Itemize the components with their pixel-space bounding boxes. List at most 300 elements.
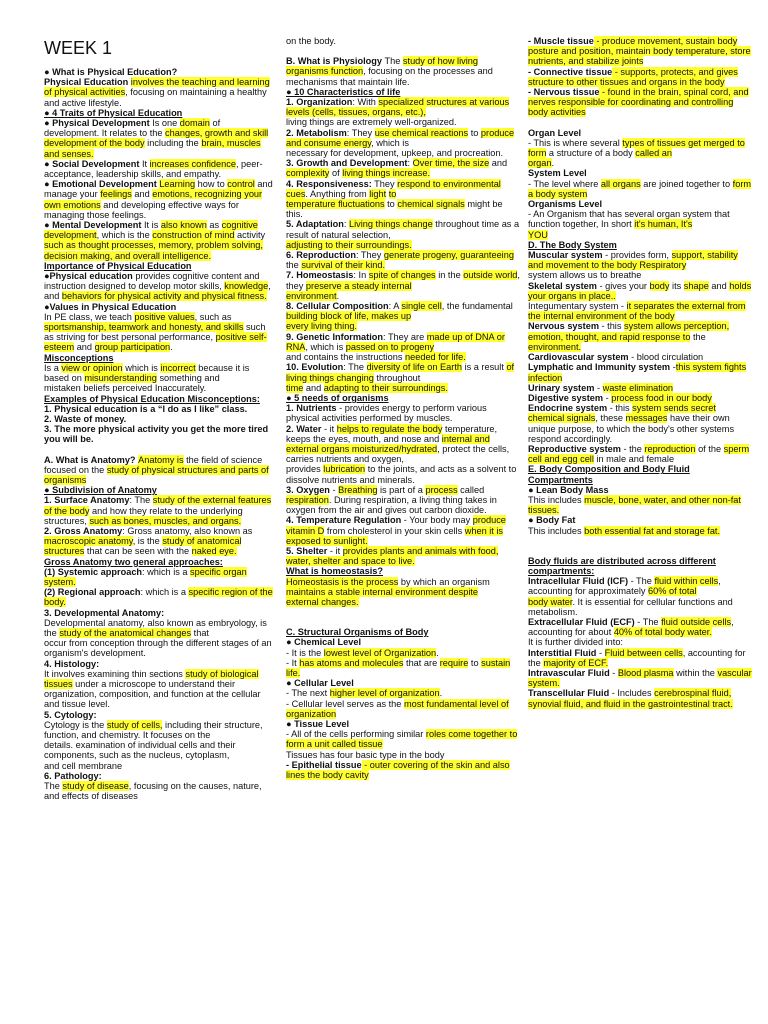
text-run: ● Social Development: [44, 158, 142, 169]
text-run: - The: [634, 616, 662, 627]
paragraph: [44, 557, 276, 567]
highlighted-text: study of disease: [62, 781, 129, 792]
text-run: In PE class, we teach: [44, 311, 135, 322]
paragraph: [528, 556, 754, 576]
paragraph: [528, 250, 754, 270]
text-run: and: [708, 280, 730, 291]
text-run: 5. Shelter: [286, 545, 328, 556]
paragraph-spacer: [528, 118, 754, 128]
paragraph: [286, 128, 520, 148]
text-run: is a result: [462, 362, 507, 373]
text-run: ● 10 Characteristics of life: [286, 86, 401, 97]
text-run: and: [489, 158, 508, 169]
highlighted-text: such as thought processes, memory, problem solving, decision making, and overall intelligence.: [44, 240, 263, 261]
paragraph: [286, 699, 520, 719]
text-run: ● Mental Development: [44, 220, 144, 231]
paragraph: [286, 321, 520, 331]
highlighted-text: complexity: [286, 168, 330, 179]
text-run: to the joints, and acts as a solvent to dissolve nutrients and minerals.: [286, 464, 517, 485]
text-run: Lymphatic and Immunity system: [528, 362, 671, 373]
highlighted-text: higher level of organization: [329, 688, 440, 699]
paragraph: [528, 168, 754, 178]
highlighted-text: types of tissues get merged to form: [528, 137, 745, 159]
paragraph: [44, 710, 276, 720]
highlighted-text: emotions, recognizing your own emotions: [44, 189, 263, 210]
text-run: C. Structural Organisms of Body: [286, 627, 429, 638]
text-run: and developing effective ways for managing those feelings.: [44, 199, 239, 220]
text-run: - Includes: [609, 688, 655, 699]
highlighted-text: Homeostasis is the process: [286, 576, 399, 587]
text-run: Intracellular Fluid (ICF): [528, 576, 629, 587]
paragraph-spacer: [286, 46, 520, 56]
highlighted-text: made up of DNA or RNA: [286, 331, 505, 352]
highlighted-text: require: [439, 657, 469, 668]
highlighted-text: system allows perception, emotion, thought, and rapid response to: [528, 321, 730, 342]
text-run: : The: [129, 495, 153, 506]
paragraph: [44, 720, 276, 740]
text-run: 6. Pathology:: [44, 770, 102, 781]
text-run: 3. Oxygen: [286, 484, 330, 495]
paragraph: [286, 158, 520, 178]
paragraph-spacer: [528, 536, 754, 556]
text-run: in the: [435, 270, 464, 281]
text-run: Cytology is the: [44, 719, 107, 730]
text-run: provides: [286, 464, 324, 475]
highlighted-text: control: [227, 179, 255, 190]
text-run: , which is: [305, 341, 346, 352]
paragraph: [44, 689, 276, 709]
text-run: and manage your: [44, 179, 273, 200]
text-run: 10. Evolution: [286, 362, 344, 373]
highlighted-text: adapting to their surroundings.: [323, 382, 448, 393]
text-run: ● 5 needs of organisms: [286, 392, 389, 403]
highlighted-text: form a body system: [528, 178, 752, 199]
highlighted-text: system sends secret chemical signals: [528, 403, 716, 424]
text-run: Intravascular Fluid: [528, 667, 610, 678]
paragraph: [286, 750, 520, 760]
paragraph: [44, 394, 276, 404]
text-run: - Cellular level serves as the: [286, 698, 404, 709]
highlighted-text: also known: [160, 220, 207, 231]
text-run: - this: [598, 321, 624, 332]
text-run: and contains the instructions: [286, 352, 405, 363]
page-title: WEEK 1: [44, 38, 113, 58]
text-run: the: [286, 260, 302, 271]
text-run: - this: [607, 403, 633, 414]
highlighted-text: 40% of total body water.: [613, 627, 712, 638]
paragraph: [44, 455, 276, 486]
text-run: , focusing on the processes and mechanisms that maintain life.: [286, 66, 493, 87]
text-run: : which is a: [142, 566, 191, 577]
highlighted-text: Anatomy is: [138, 454, 184, 465]
paragraph: [528, 352, 754, 362]
highlighted-text: knowledge: [224, 281, 269, 292]
highlighted-text: study of the external features of the body: [44, 495, 272, 516]
text-run: - it: [327, 545, 343, 556]
highlighted-text: shape: [683, 280, 709, 291]
paragraph: [44, 159, 276, 179]
text-run: the field of science focused on the: [44, 454, 263, 475]
paragraph: [286, 362, 520, 382]
highlighted-text: holds your organs in place..: [528, 280, 752, 301]
highlighted-text: specific organ system.: [44, 566, 247, 587]
text-run: something and: [156, 373, 220, 384]
text-run: - gives your: [596, 280, 650, 291]
highlighted-text: naked eye.: [191, 546, 237, 557]
paragraph: [44, 353, 276, 363]
text-run: 7. Homeostasis: [286, 270, 354, 281]
highlighted-text: 60% of total: [648, 586, 697, 597]
paragraph: [286, 577, 520, 597]
text-run: .: [439, 688, 443, 699]
highlighted-text: generate progeny, guaranteeing: [383, 250, 514, 261]
column-right: [528, 36, 754, 709]
highlighted-text: provides plants and animals with food, water, shelter and space to live.: [286, 545, 499, 567]
highlighted-text: vascular system.: [528, 667, 752, 689]
text-run: - The: [628, 576, 655, 587]
highlighted-text: brain, muscles and senses.: [44, 138, 261, 159]
text-run: including the: [144, 138, 202, 149]
text-run: ● 4 Traits of Physical Education: [44, 107, 183, 118]
text-run: A. What is Anatomy?: [44, 454, 139, 465]
highlighted-text: lowest level of Organization: [323, 647, 437, 658]
highlighted-text: every living thing.: [286, 321, 357, 332]
text-run: have their own unique purpose, to which the body's other systems respond accordingly.: [528, 413, 735, 444]
highlighted-text: muscle, bone, water, and other non-fat tissues.: [528, 494, 741, 516]
highlighted-text: diversity of life on Earth: [366, 362, 463, 373]
text-run: - An Organism that has several organ system that function together, In short: [528, 209, 730, 230]
text-run: 1. Physical education is a “I do as I like” class.: [44, 403, 248, 414]
text-run: -: [670, 362, 676, 373]
highlighted-text: external changes.: [286, 596, 359, 607]
text-run: the: [690, 331, 706, 342]
text-run: -: [594, 382, 603, 393]
text-run: :: [407, 158, 413, 169]
text-run: - it: [321, 423, 337, 434]
text-run: and how they relate to the underlying structures,: [44, 505, 243, 526]
highlighted-text: this system fights infection: [528, 362, 747, 383]
text-run: Organ Level: [528, 127, 582, 138]
text-run: - Epithelial tissue: [286, 759, 362, 770]
text-run: called: [457, 484, 485, 495]
text-run: , accounting for the: [528, 647, 746, 668]
text-run: is part of a: [377, 484, 426, 495]
text-run: , these: [595, 413, 626, 424]
highlighted-text: Learning: [159, 179, 196, 190]
text-run: activity: [234, 230, 266, 241]
text-run: temperature, keeps the eyes, mouth, and nose and: [286, 423, 498, 444]
highlighted-text: building block of life, makes up: [286, 311, 412, 322]
text-run: The: [384, 56, 403, 67]
paragraph: [528, 617, 754, 637]
highlighted-text: process: [425, 484, 458, 495]
text-run: Importance of Physical Education: [44, 260, 192, 271]
highlighted-text: involves the teaching and learning of physical activities: [44, 77, 270, 98]
text-run: : They: [346, 127, 375, 138]
highlighted-text: survival of their kind.: [301, 260, 386, 271]
text-run: This includes: [528, 525, 585, 536]
paragraph: [44, 118, 276, 159]
text-run: of development. It relates to the: [44, 118, 221, 139]
highlighted-text: all organs: [600, 178, 641, 189]
text-run: 1. Surface Anatomy: [44, 495, 130, 506]
paragraph: [286, 56, 520, 87]
highlighted-text: respond to environmental cues: [286, 178, 501, 199]
paragraph: [528, 321, 754, 341]
paragraph: [44, 526, 276, 557]
highlighted-text: Fluid between cells: [604, 647, 683, 658]
text-run: on the body.: [286, 36, 336, 46]
text-run: - It is the: [286, 647, 324, 658]
text-run: Organisms Level: [528, 199, 603, 210]
paragraph: [286, 566, 520, 576]
highlighted-text: Over time, the size: [412, 158, 490, 169]
text-run: a structure of a body: [546, 148, 636, 159]
highlighted-text: study of the anatomical changes: [59, 627, 192, 638]
text-run: What is homeostasis?: [286, 566, 383, 577]
paragraph: [528, 526, 754, 536]
text-run: are joined together to: [640, 178, 733, 189]
text-run: which is: [122, 362, 161, 373]
paragraph: [44, 669, 276, 689]
text-run: - the: [620, 443, 645, 454]
paragraph: [286, 219, 520, 239]
highlighted-text: Living things change: [348, 219, 433, 230]
text-run: Is one: [152, 118, 180, 129]
text-run: Body fluids are distributed across different compartments:: [528, 555, 716, 576]
paragraph: [528, 495, 754, 515]
paragraph: [44, 618, 276, 638]
text-run: - This is where several: [528, 137, 623, 148]
text-run: living things are extremely well-organized.: [286, 117, 457, 128]
paragraph: [44, 383, 276, 393]
column-left-body: [44, 67, 276, 801]
text-run: such as striving for best personal performance,: [44, 322, 266, 343]
paragraph: [44, 77, 276, 108]
highlighted-text: fluid outside cells: [661, 616, 732, 627]
highlighted-text: has atoms and molecules: [299, 657, 404, 668]
text-run: 2. Gross Anatomy: [44, 525, 123, 536]
text-run: - Connective tissue: [528, 66, 613, 77]
text-run: Muscular system: [528, 250, 603, 261]
paragraph: [286, 760, 520, 780]
text-run: - Your body may: [401, 515, 473, 526]
paragraph: [286, 87, 520, 97]
text-run: , accounting for about: [528, 616, 734, 638]
highlighted-text: use chemical reactions: [374, 127, 469, 138]
paragraph: [44, 771, 276, 781]
text-run: This includes: [528, 494, 585, 505]
text-run: 1. Organization: [286, 97, 353, 108]
highlighted-text: environment.: [528, 341, 582, 352]
text-run: necessary for development, upkeep, and procreation.: [286, 148, 504, 159]
paragraph: [528, 128, 754, 138]
text-run: (2) Regional approach: [44, 587, 141, 598]
text-run: : They are: [383, 331, 427, 342]
highlighted-text: waste elimination: [602, 382, 674, 393]
highlighted-text: sustain life.: [286, 657, 511, 678]
text-run: , protect the cells, carries nutrients and oxygen,: [286, 443, 510, 465]
highlighted-text: passed on to progeny: [345, 341, 435, 352]
paragraph: [528, 383, 754, 393]
paragraph: [44, 761, 276, 771]
paragraph: [286, 597, 520, 607]
text-run: Misconceptions: [44, 352, 114, 363]
highlighted-text: helps to regulate the body: [336, 423, 443, 434]
text-run: mistaken beliefs perceived Inaccurately.: [44, 383, 207, 394]
text-run: .: [170, 342, 173, 353]
text-run: .: [436, 647, 439, 658]
text-run: Nervous system: [528, 321, 599, 332]
highlighted-text: Breathing: [338, 484, 378, 495]
text-run: 5. Cytology:: [44, 709, 97, 720]
text-run: , which is: [371, 137, 409, 148]
text-run: . During respiration, a living thing takes in oxygen from the air and gives out carbon dioxide.: [286, 494, 497, 516]
paragraph: [528, 36, 754, 67]
text-run: 5. Adaptation: [286, 219, 344, 230]
highlighted-text: messages: [625, 413, 668, 424]
paragraph: [286, 688, 520, 698]
text-run: , such as: [194, 311, 232, 322]
highlighted-text: increases confidence: [149, 158, 236, 169]
highlighted-text: body water: [528, 596, 573, 607]
highlighted-text: adjusting to their surroundings.: [286, 239, 412, 250]
paragraph: [44, 608, 276, 618]
paragraph: [528, 281, 754, 301]
text-run: -: [596, 647, 605, 658]
highlighted-text: of living things changing: [286, 362, 515, 383]
highlighted-text: Blood plasma: [617, 667, 674, 678]
paragraph: [528, 342, 754, 352]
text-run: .: [336, 290, 340, 301]
highlighted-text: single cell: [401, 301, 442, 312]
paragraph: [286, 36, 520, 46]
text-run: - The level where: [528, 178, 601, 189]
text-run: 1. Nutrients: [286, 403, 337, 414]
text-run: Cardiovascular system: [528, 352, 629, 363]
text-run: Urinary system: [528, 382, 595, 393]
highlighted-text: group participation: [94, 342, 171, 353]
paragraph: [286, 352, 520, 362]
text-run: - provides form,: [602, 250, 672, 261]
paragraph: [44, 485, 276, 495]
text-run: Reproductive system: [528, 443, 621, 454]
text-run: of the: [695, 443, 724, 454]
text-run: to: [468, 657, 482, 668]
text-run: , and: [44, 281, 271, 302]
text-run: - The next: [286, 688, 330, 699]
column-middle: [286, 36, 520, 780]
paragraph: [528, 485, 754, 495]
highlighted-text: behaviors for physical activity and physical fitness.: [61, 291, 267, 302]
text-run: might be this.: [286, 199, 503, 220]
highlighted-text: - found in the brain, spinal cord, and nerves responsible for coordinating and controlling body activities: [528, 87, 749, 118]
highlighted-text: called an: [635, 148, 673, 159]
text-run: - Nervous tissue: [528, 87, 600, 98]
paragraph: [528, 209, 754, 229]
text-run: - All of the cells performing similar: [286, 729, 426, 740]
highlighted-text: construction of mind: [152, 230, 235, 241]
text-run: Gross Anatomy two general approaches:: [44, 556, 223, 567]
highlighted-text: both essential fat and storage fat.: [584, 525, 721, 536]
text-run: .: [551, 158, 555, 169]
paragraph: [286, 637, 520, 647]
paragraph: [44, 271, 276, 302]
text-run: - provides energy to perform various physical activities performed by muscles.: [286, 403, 487, 424]
highlighted-text: positive values: [134, 311, 195, 322]
paragraph: [528, 668, 754, 688]
text-run: , which is the: [96, 230, 153, 241]
highlighted-text: lubrication: [323, 464, 366, 475]
highlighted-text: most fundamental level of organization: [286, 698, 509, 719]
text-run: and cell membrane: [44, 760, 123, 771]
highlighted-text: support, stability and movement to the body Respiratory: [528, 250, 738, 271]
paragraph: [286, 546, 520, 566]
text-run: - blood circulation: [628, 352, 704, 363]
text-run: Interstitial Fluid: [528, 647, 597, 658]
text-run: from cholesterol in your skin cells: [324, 525, 465, 536]
highlighted-text: majority of ECF.: [543, 657, 609, 668]
highlighted-text: - supports, protects, and gives structure to other tissues and organs in the body: [528, 66, 738, 87]
paragraph: [528, 688, 754, 708]
paragraph: [286, 424, 520, 465]
text-run: to: [468, 127, 481, 138]
text-run: that: [191, 627, 209, 638]
paragraph-spacer: [44, 445, 276, 455]
highlighted-text: study of cells,: [106, 719, 163, 730]
text-run: E. Body Composition and Body Fluid Compartments: [528, 464, 690, 485]
text-run: It is: [144, 220, 161, 231]
text-run: 8. Cellular Composition: [286, 301, 389, 312]
paragraph: [528, 301, 754, 321]
paragraph: [44, 424, 276, 444]
paragraph: [286, 332, 520, 352]
text-run: Digestive system: [528, 392, 604, 403]
paragraph: [528, 637, 754, 647]
paragraph: [286, 485, 520, 516]
paragraph: [286, 301, 520, 321]
paragraph: [528, 230, 754, 240]
text-run: 2. Metabolism: [286, 127, 347, 138]
text-run: 4. Temperature Regulation: [286, 515, 402, 526]
highlighted-text: specific region of the body.: [44, 587, 273, 608]
text-run: under a microscope to understand their: [72, 678, 236, 689]
text-run: including their structure, function, and chemistry. It focuses on the: [44, 719, 263, 740]
text-run: , the fundamental: [441, 301, 513, 312]
highlighted-text: preserve a steady internal: [305, 280, 412, 291]
paragraph: [286, 199, 520, 219]
paragraph: [44, 363, 276, 383]
text-run: ● What is Physical Education?: [44, 67, 178, 77]
text-run: 9. Genetic Information: [286, 331, 383, 342]
paragraph: [286, 179, 520, 199]
paragraph: [44, 495, 276, 526]
highlighted-text: produce and consume energy: [286, 127, 515, 148]
highlighted-text: outside world: [463, 270, 518, 281]
highlighted-text: changes, growth and skill development of the body: [44, 128, 269, 149]
text-run: It: [141, 158, 150, 169]
highlighted-text: view or opinion: [61, 362, 123, 373]
text-run: -: [329, 484, 339, 495]
highlighted-text: chemical signals: [397, 199, 465, 210]
text-run: It involves examining thin sections: [44, 668, 186, 679]
highlighted-text: such as bones, muscles, and organs.: [89, 515, 242, 526]
highlighted-text: roles come together to form a unit called tissue: [286, 729, 518, 750]
column-left: [44, 38, 276, 801]
text-run: , focusing on maintaining a healthy and active lifestyle.: [44, 87, 267, 108]
paragraph: [286, 117, 520, 127]
text-run: in male and female: [593, 454, 675, 465]
